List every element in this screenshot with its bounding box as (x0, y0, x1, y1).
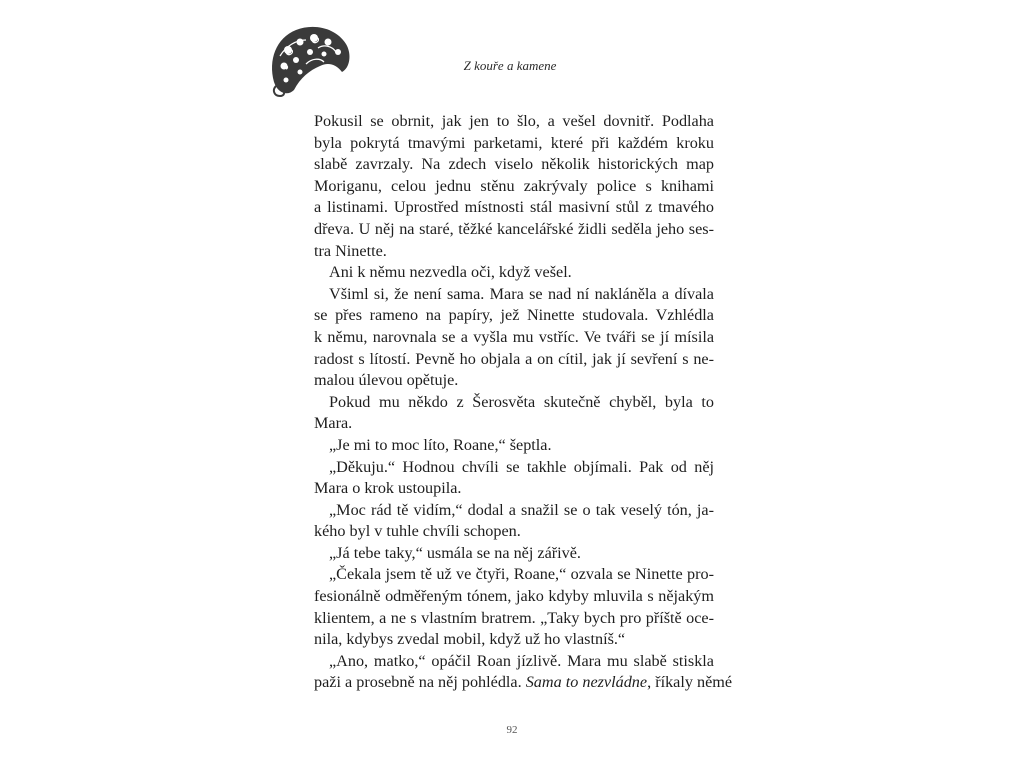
text-line: fesionálně odměřeným tónem, jako kdyby mluvila s nějakým (314, 587, 714, 606)
text-line: radost s lítostí. Pevně ho objala a on cítil, jak jí sevření s ne- (314, 349, 714, 368)
text-line: „Děkuju.“ Hodnou chvíli se takhle objímali. Pak od něj (329, 457, 714, 476)
text-line: „Čekala jsem tě už ve čtyři, Roane,“ ozvala se Ninette pro- (329, 565, 714, 584)
text-line: se přes rameno na papíry, jež Ninette studovala. Vzhlédla (314, 306, 714, 325)
text-line: nila, kdybys zvedal mobil, když už ho vlastníš.“ (314, 630, 626, 649)
text-line: tra Ninette. (314, 241, 387, 260)
text-fragment: paži a prosebně na něj pohlédla. (314, 673, 526, 692)
text-line: „Ano, matko,“ opáčil Roan jízlivě. Mara mu slabě stiskla (329, 651, 714, 670)
text-line: Pokud mu někdo z Šerosvěta skutečně chyběl, byla to (329, 392, 714, 411)
italic-fragment: Sama to nezvládne (525, 673, 648, 692)
text-line: Mara o krok ustoupila. (314, 479, 462, 498)
running-header-title: Z kouře a kamene (463, 58, 557, 73)
text-line: Ani k němu nezvedla oči, když vešel. (329, 263, 572, 282)
text-line: Moriganu, celou jednu stěnu zakrývaly police s knihami (314, 176, 714, 195)
text-line: Mara. (314, 414, 353, 433)
text-line: „Moc rád tě vidím,“ dodal a snažil se o tak veselý tón, ja- (329, 500, 714, 519)
text-line: malou úlevou opětuje. (314, 371, 459, 390)
body-text (314, 111, 733, 694)
text-line: Pokusil se obrnit, jak jen to šlo, a vešel dovnitř. Podlaha (314, 112, 714, 130)
text-line: „Já tebe taky,“ usmála se na něj zářivě. (329, 543, 581, 562)
swirl-ornament-icon (266, 20, 352, 100)
text-line: klientem, a ne s vlastním bratrem. „Taky bych pro příště oce- (314, 608, 714, 627)
text-line: dřeva. U něj na staré, těžké kancelářské židli seděla jeho ses- (314, 219, 714, 238)
page-number: 92 (506, 724, 518, 736)
text-line: „Je mi to moc líto, Roane,“ šeptla. (329, 435, 552, 454)
text-line: slabě zavrzaly. Na zdech viselo několik historických map (314, 155, 714, 174)
text-line: Všiml si, že není sama. Mara se nad ní nakláněla a dívala (329, 284, 714, 303)
page-corner-ornament (266, 20, 352, 100)
text-line-final (314, 672, 733, 694)
text-line: k němu, narovnala se a vyšla mu vstříc. Ve tváři se jí mísila (314, 327, 714, 346)
text-line: kého byl v tuhle chvíli schopen. (314, 522, 521, 541)
text-line: byla pokrytá tmavými parketami, které při každém kroku (314, 133, 714, 152)
text-line: a listinami. Uprostřed místnosti stál masivní stůl z tmavého (314, 198, 714, 217)
text-fragment: , říkaly němé (647, 673, 733, 692)
